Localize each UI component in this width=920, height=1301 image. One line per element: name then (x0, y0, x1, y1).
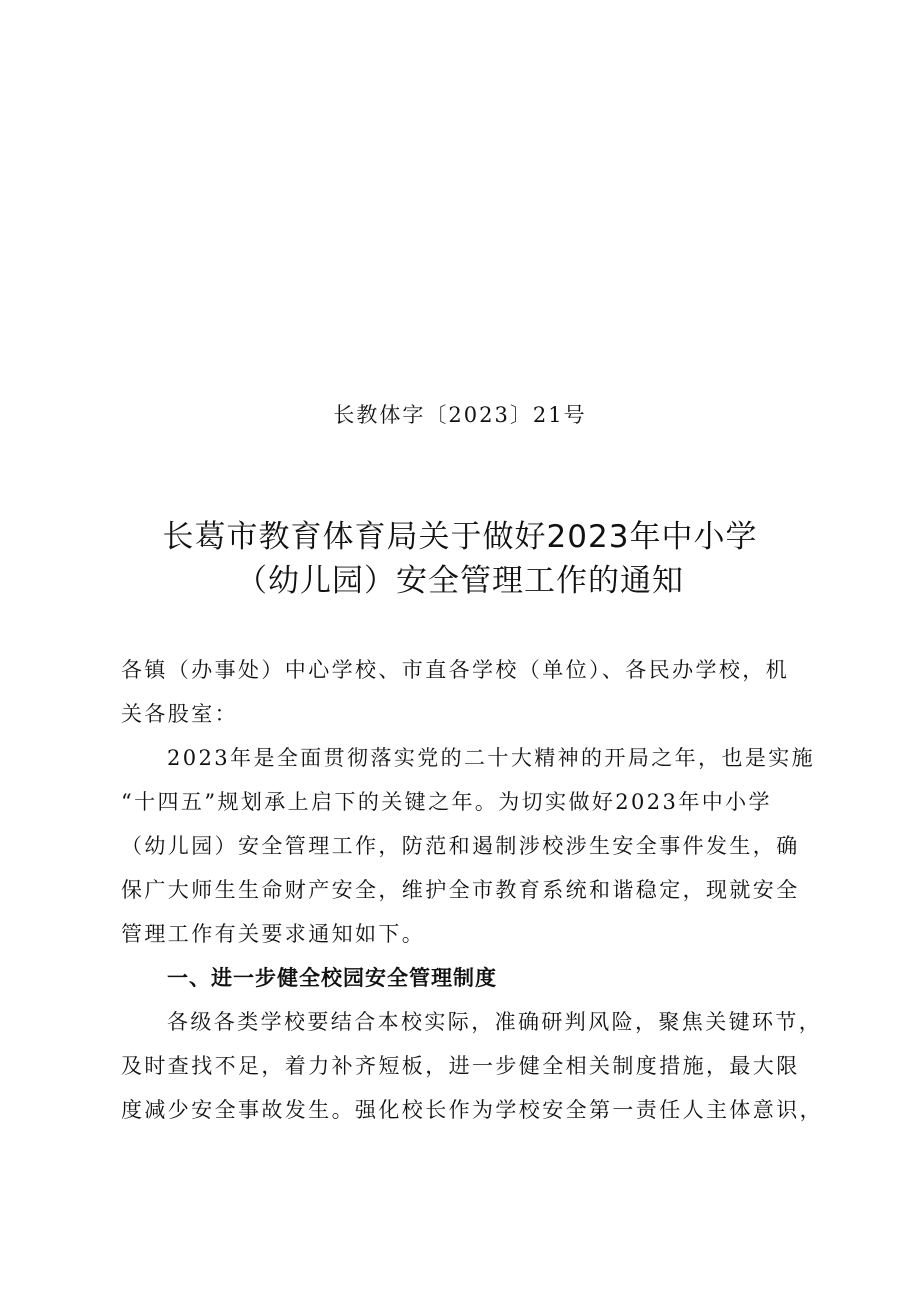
salutation-line-2: 关各股室： (121, 702, 238, 726)
section-heading-1: 一、进一步健全校园安全管理制度 (167, 966, 497, 990)
intro-line-5: 管理工作有关要求通知如下。 (121, 922, 426, 946)
section1-line-3: 度减少安全事故发生。强化校长作为学校安全第一责任人主体意识， (121, 1098, 823, 1122)
document-body (121, 648, 823, 1132)
salutation-line-1: 各镇（办事处）中心学校、市直各学校（单位）、各民办学校，机 (121, 658, 790, 682)
section1-line-2: 及时查找不足，着力补齐短板，进一步健全相关制度措施，最大限 (121, 1054, 800, 1078)
title-line-2: （幼儿园）安全管理工作的通知 (236, 563, 684, 599)
document-title (100, 515, 820, 603)
title-line-1: 长葛市教育体育局关于做好2023年中小学 (162, 519, 758, 555)
intro-line-2: “十四五”规划承上启下的关键之年。为切实做好2023年中小学 (121, 790, 772, 814)
section1-line-1: 各级各类学校要结合本校实际，准确研判风险，聚焦关键环节， (167, 1010, 823, 1034)
intro-line-1: 2023年是全面贯彻落实党的二十大精神的开局之年，也是实施 (167, 746, 816, 770)
intro-line-3: （幼儿园）安全管理工作，防范和遏制涉校涉生安全事件发生，确 (121, 834, 800, 858)
intro-line-4: 保广大师生生命财产安全，维护全市教育系统和谐稳定，现就安全 (121, 878, 800, 902)
document-number: 长教体字〔2023〕21号 (333, 403, 587, 427)
